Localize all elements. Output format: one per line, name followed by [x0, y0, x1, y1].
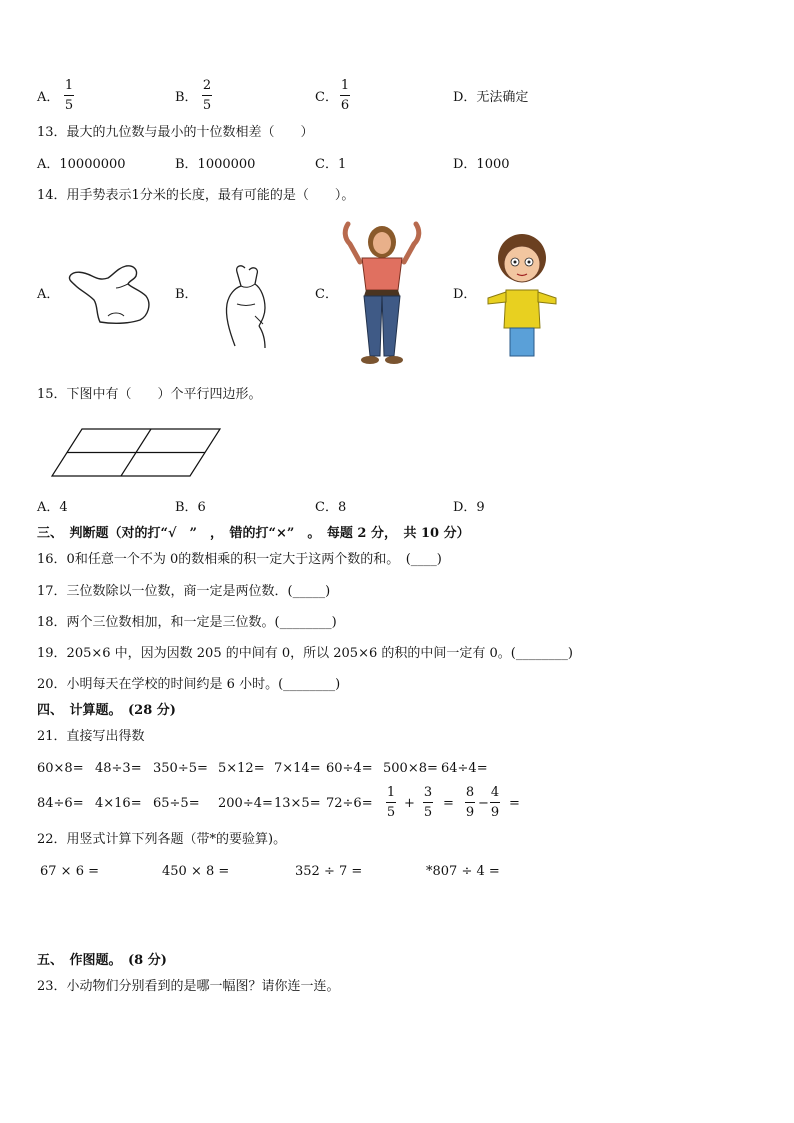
answer-blank[interactable]: (________)	[278, 677, 341, 692]
minus-sign: −	[478, 796, 489, 811]
calc-item: 60÷4=	[326, 761, 373, 776]
question-22: 22．用竖式计算下列各题（带*的要验算)。	[37, 832, 287, 847]
calc-item: 7×14=	[274, 761, 321, 776]
calc-item: 200÷4=	[218, 796, 273, 811]
option-d-text: D．无法确定	[453, 90, 529, 105]
option-a-label: A．	[37, 90, 60, 105]
option-c-label: C．	[315, 90, 338, 105]
q15-option-d: D．9	[453, 500, 485, 515]
vertical-calc-item: *807 ÷ 4 =	[426, 864, 500, 879]
answer-blank[interactable]: (________)	[274, 615, 337, 630]
answer-blank[interactable]: (_____)	[287, 584, 331, 599]
q15-option-c: C．8	[315, 500, 347, 515]
q14-option-a-label: A．	[37, 287, 60, 302]
option-a-fraction	[64, 79, 74, 112]
boy-arms-out-image	[484, 232, 562, 358]
fraction-denominator: 6	[340, 98, 350, 113]
calc-item: 72÷6=	[326, 796, 373, 811]
q14-option-b-label: B．	[175, 287, 198, 302]
calc-item: 64÷4=	[441, 761, 488, 776]
question-21: 21．直接写出得数	[37, 729, 145, 744]
calc-item: 48÷3=	[95, 761, 142, 776]
section-4-heading: 四、 计算题。 (28 分)	[37, 703, 176, 718]
calc-item: 84÷6=	[37, 796, 84, 811]
person-arms-raised-image	[336, 220, 428, 370]
q13-option-b: B．1000000	[175, 157, 256, 172]
q13-option-c: C．1	[315, 157, 347, 172]
fraction-numerator: 2	[202, 78, 212, 93]
calc-item: 500×8=	[383, 761, 438, 776]
answer-blank[interactable]: (________)	[510, 646, 573, 661]
question-16: 16．0和任意一个不为 0的数相乘的积一定大于这两个数的和。 (____)	[37, 552, 442, 567]
parallelogram-figure	[50, 427, 222, 479]
calc-item: 60×8=	[37, 761, 84, 776]
fraction-numerator: 1	[64, 78, 74, 93]
question-20: 20．小明每天在学校的时间约是 6 小时。(________)	[37, 677, 341, 692]
calc-item: 5×12=	[218, 761, 265, 776]
question-14: 14．用手势表示1分米的长度，最有可能的是（ ）。	[37, 188, 355, 203]
question-17: 17．三位数除以一位数，商一定是两位数．(_____)	[37, 584, 331, 599]
fraction-denominator: 5	[202, 98, 212, 113]
option-b-label: B．	[175, 90, 198, 105]
equals-sign: =	[443, 796, 454, 811]
question-18: 18．两个三位数相加，和一定是三位数。(________)	[37, 615, 337, 630]
calc-item: 13×5=	[274, 796, 321, 811]
calc-item: 65÷5=	[153, 796, 200, 811]
calc-item: 4×16=	[95, 796, 142, 811]
fraction-3-5: 3 5	[423, 785, 433, 820]
fraction-numerator: 1	[340, 78, 350, 93]
hand-spread-gesture-image	[68, 262, 154, 326]
q14-option-c-label: C．	[315, 287, 338, 302]
q14-option-d-label: D．	[453, 287, 477, 302]
q13-option-a: A．10000000	[37, 157, 126, 172]
q15-option-a: A．4	[37, 500, 68, 515]
vertical-calc-item: 352 ÷ 7 =	[295, 864, 363, 879]
question-15: 15．下图中有（ ）个平行四边形。	[37, 387, 262, 402]
option-c-fraction	[340, 79, 350, 112]
calc-item: 350÷5=	[153, 761, 208, 776]
q13-option-d: D．1000	[453, 157, 510, 172]
section-5-heading: 五、 作图题。 (8 分)	[37, 953, 167, 968]
vertical-calc-item: 67 × 6 =	[40, 864, 99, 879]
answer-blank[interactable]: (____)	[405, 552, 442, 567]
q15-option-b: B．6	[175, 500, 206, 515]
vertical-calc-item: 450 × 8 =	[162, 864, 230, 879]
fraction-1-5: 1 5	[386, 785, 396, 820]
fraction-4-9: 4 9	[490, 785, 500, 820]
hand-pinch-gesture-image	[215, 260, 275, 350]
fraction-8-9: 8 9	[465, 785, 475, 820]
option-b-fraction	[202, 79, 212, 112]
fraction-denominator: 5	[64, 98, 74, 113]
question-13: 13．最大的九位数与最小的十位数相差（ ）	[37, 125, 314, 140]
question-23: 23．小动物们分别看到的是哪一幅图？请你连一连。	[37, 979, 340, 994]
equals-sign: =	[509, 796, 520, 811]
section-3-heading: 三、 判断题（对的打“√ ” ， 错的打“×” 。 每题 2 分， 共 10 分）	[37, 526, 470, 541]
question-19: 19．205×6 中，因为因数 205 的中间有 0，所以 205×6 的积的中间一定有 0。(________)	[37, 646, 573, 661]
plus-sign: +	[404, 796, 415, 811]
